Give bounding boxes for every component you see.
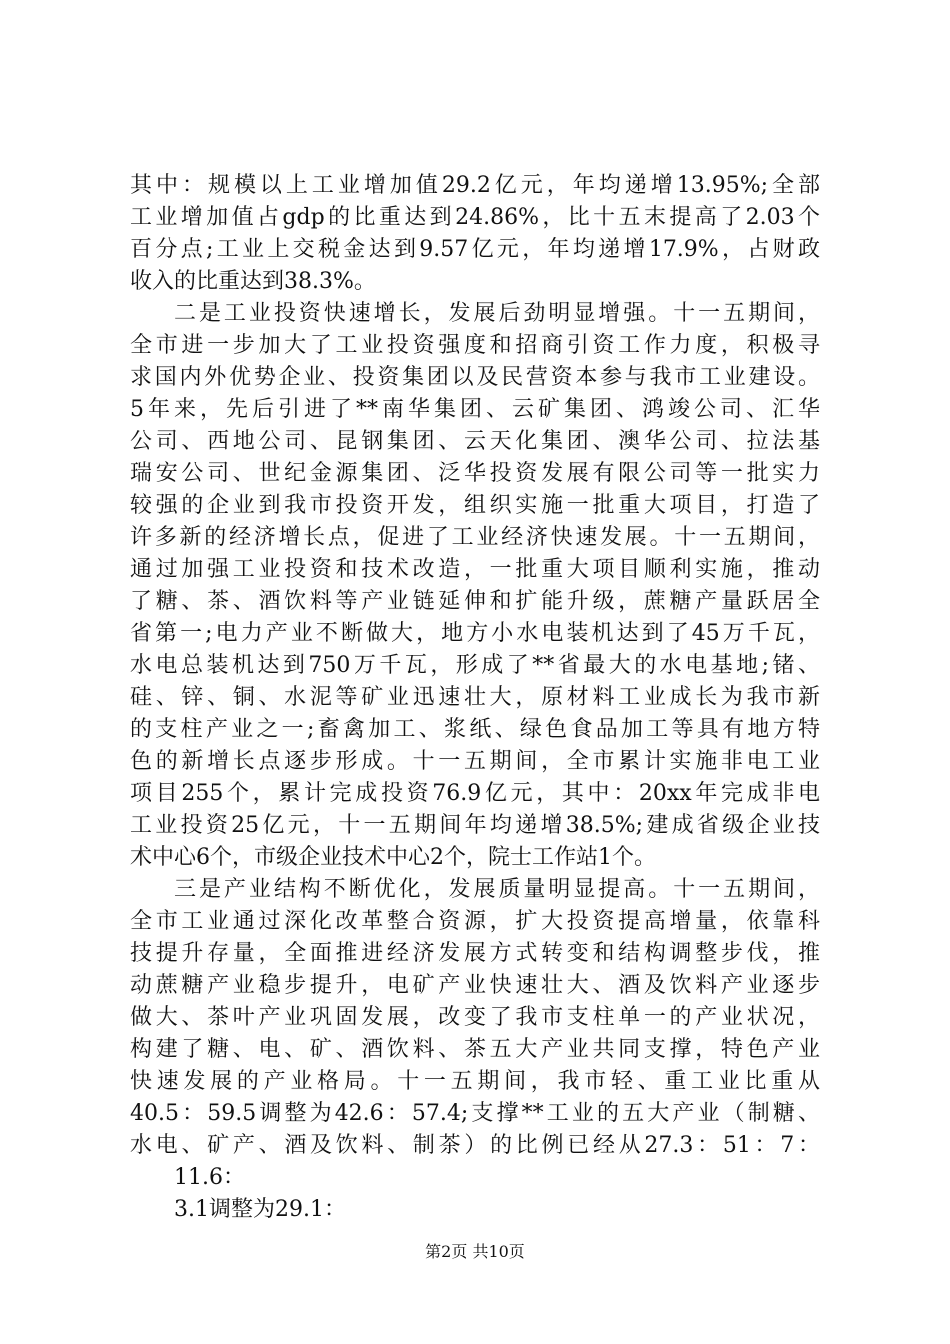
page-number-footer: 第2页 共10页 [425, 1242, 525, 1261]
paragraph-start-line: 二是工业投资快速增长，发展后劲明显增强。十一五期间， [174, 301, 820, 326]
text-line: 5年来，先后引进了**南华集团、云矿集团、鸿竣公司、汇华 [130, 397, 820, 422]
text-line: 求国内外优势企业、投资集团以及民营资本参与我市工业建设。 [130, 365, 820, 390]
text-line: 技提升存量，全面推进经济发展方式转变和结构调整步伐，推 [130, 941, 820, 966]
text-line: 其中：规模以上工业增加值29.2亿元，年均递增13.95%;全部 [130, 173, 820, 198]
text-line: 百分点;工业上交税金达到9.57亿元，年均递增17.9%，占财政 [130, 237, 820, 262]
text-line: 全市进一步加大了工业投资强度和招商引资工作力度，积极寻 [130, 333, 820, 358]
text-line: 瑞安公司、世纪金源集团、泛华投资发展有限公司等一批实力 [130, 461, 820, 486]
text-line: 动蔗糖产业稳步提升，电矿产业快速壮大、酒及饮料产业逐步 [130, 973, 820, 998]
text-line: 水电、矿产、酒及饮料、制茶）的比例已经从27.3：51：7： [130, 1133, 820, 1158]
text-line: 构建了糖、电、矿、酒饮料、茶五大产业共同支撑，特色产业 [130, 1037, 820, 1062]
text-line: 许多新的经济增长点，促进了工业经济快速发展。十一五期间， [130, 525, 820, 550]
text-line: 水电总装机达到750万千瓦，形成了**省最大的水电基地;锗、 [130, 653, 820, 678]
text-line: 较强的企业到我市投资开发，组织实施一批重大项目，打造了 [130, 493, 820, 518]
text-line: 收入的比重达到38.3%。 [130, 269, 376, 294]
text-line: 通过加强工业投资和技术改造，一批重大项目顺利实施，推动 [130, 557, 820, 582]
text-line: 快速发展的产业格局。十一五期间，我市轻、重工业比重从 [130, 1069, 820, 1094]
text-line: 工业增加值占gdp的比重达到24.86%，比十五末提高了2.03个 [130, 205, 820, 230]
text-line: 省第一;电力产业不断做大，地方小水电装机达到了45万千瓦， [130, 621, 820, 646]
text-line: 全市工业通过深化改革整合资源，扩大投资提高增量，依靠科 [130, 909, 820, 934]
text-line: 11.6： [174, 1165, 245, 1190]
document-body [130, 170, 820, 1226]
text-line: 硅、锌、铜、水泥等矿业迅速壮大，原材料工业成长为我市新 [130, 685, 820, 710]
text-line: 做大、茶叶产业巩固发展，改变了我市支柱单一的产业状况， [130, 1005, 820, 1030]
text-line: 了糖、茶、酒饮料等产业链延伸和扩能升级，蔗糖产量跃居全 [130, 589, 820, 614]
text-line: 项目255个，累计完成投资76.9亿元，其中：20xx年完成非电 [130, 781, 820, 806]
text-line: 3.1调整为29.1： [174, 1197, 346, 1222]
paragraph-start-line: 三是产业结构不断优化，发展质量明显提高。十一五期间， [174, 877, 820, 902]
text-line: 公司、西地公司、昆钢集团、云天化集团、澳华公司、拉法基 [130, 429, 820, 454]
text-line: 的支柱产业之一;畜禽加工、浆纸、绿色食品加工等具有地方特 [130, 717, 820, 742]
text-line: 工业投资25亿元，十一五期间年均递增38.5%;建成省级企业技 [130, 813, 820, 838]
text-line: 色的新增长点逐步形成。十一五期间，全市累计实施非电工业 [130, 749, 820, 774]
text-line: 术中心6个，市级企业技术中心2个，院士工作站1个。 [130, 845, 656, 870]
text-line: 40.5：59.5调整为42.6：57.4;支撑**工业的五大产业（制糖、 [130, 1101, 820, 1126]
